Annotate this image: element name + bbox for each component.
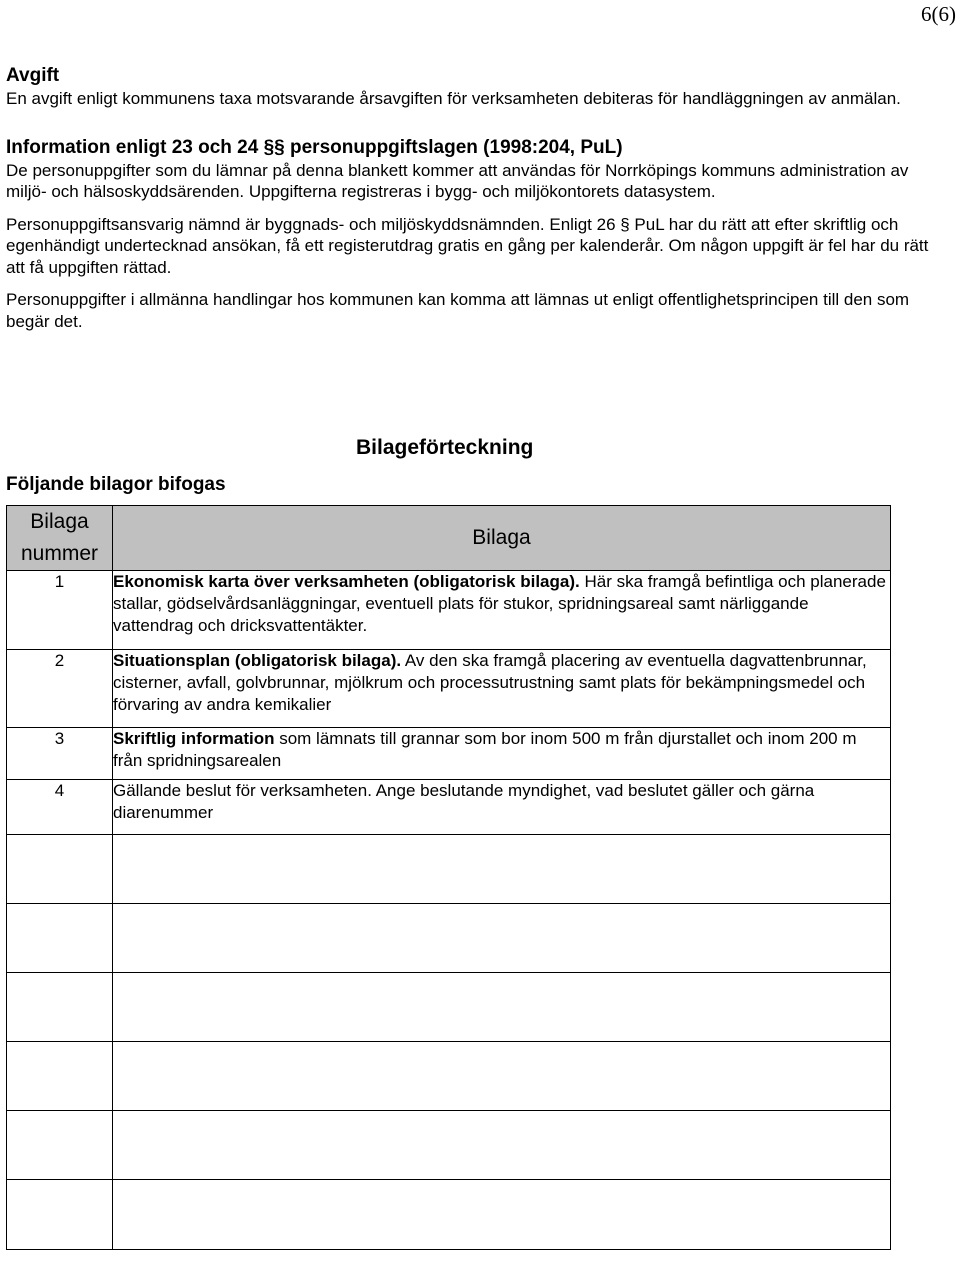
bilagor-table (6, 505, 891, 1250)
information-section (6, 136, 936, 333)
bilaga-text: Här ska framgå befintliga och planerade stallar, gödselvårdsanläggningar, eventuell plats för stukor, spridningsareal samt närliggande vattendrag och dricksvattentäkter. (113, 572, 886, 635)
empty-row (7, 835, 891, 904)
bilaga-number: 4 (7, 780, 113, 835)
avgift-section (6, 64, 936, 110)
bilaga-description (113, 571, 891, 650)
bilageforteckning-title: Bilageförteckning (356, 436, 534, 459)
empty-number-cell[interactable] (7, 973, 113, 1042)
table-row (7, 571, 891, 650)
empty-row (7, 973, 891, 1042)
avgift-heading: Avgift (6, 65, 60, 86)
bilaga-title: Situationsplan (obligatorisk bilaga). (113, 651, 402, 670)
bilaga-description (113, 728, 891, 780)
bilaga-text: Av den ska framgå placering av eventuella dagvattenbrunnar, cisterner, avfall, golvbrunnar, mjölkrum och processutrustning samt plats för bekämpningsmedel och förvaring av andra kemikalier (113, 651, 867, 714)
empty-description-cell[interactable] (113, 1111, 891, 1180)
bilaga-text: som lämnats till grannar som bor inom 500 m från djurstallet och inom 200 m från spridningsarealen (113, 729, 857, 770)
information-heading: Information enligt 23 och 24 §§ personuppgiftslagen (1998:204, PuL) (6, 136, 623, 158)
empty-number-cell[interactable] (7, 904, 113, 973)
bilaga-number: 3 (7, 728, 113, 780)
bilaga-description (113, 780, 891, 835)
empty-row (7, 1042, 891, 1111)
empty-number-cell[interactable] (7, 835, 113, 904)
empty-number-cell[interactable] (7, 1180, 113, 1250)
document-body (6, 64, 936, 332)
table-row (7, 650, 891, 728)
bilaga-number: 2 (7, 650, 113, 728)
information-paragraph-1: De personuppgifter som du lämnar på denna blankett kommer att användas för Norrköpings kommuns administration av miljö- och hälsoskyddsärenden. Uppgifterna registreras i bygg- och miljökontorets datasystem. (6, 160, 909, 201)
page-number: 6(6) (921, 2, 956, 26)
bilaga-title: Skriftlig information (113, 729, 275, 748)
empty-row (7, 1111, 891, 1180)
avgift-text: En avgift enligt kommunens taxa motsvarande årsavgiften för verksamheten debiteras för handläggningen av anmälan. (6, 89, 901, 108)
bilaga-title: Ekonomisk karta över verksamheten (obligatorisk bilaga). (113, 572, 580, 591)
table-row (7, 728, 891, 780)
information-paragraph-2: Personuppgiftsansvarig nämnd är byggnads- och miljöskyddsnämnden. Enligt 26 § PuL har du rätt att efter skriftlig och egenhändigt undertecknad ansökan, få ett registerutdrag gratis en gång per kalenderår. Om någon uppgift är fel har du rätt att få uppgiften rättad. (6, 214, 929, 277)
empty-description-cell[interactable] (113, 835, 891, 904)
bilaga-number: 1 (7, 571, 113, 650)
header-bilaga-nummer: Bilaga nummer (7, 506, 113, 571)
empty-description-cell[interactable] (113, 1042, 891, 1111)
header-bilaga: Bilaga (113, 506, 891, 571)
bilaga-description (113, 650, 891, 728)
empty-row (7, 904, 891, 973)
bilagor-subtitle: Följande bilagor bifogas (6, 474, 226, 495)
empty-description-cell[interactable] (113, 973, 891, 1042)
empty-description-cell[interactable] (113, 1180, 891, 1250)
empty-row (7, 1180, 891, 1250)
table-row (7, 780, 891, 835)
empty-number-cell[interactable] (7, 1042, 113, 1111)
information-paragraph-3: Personuppgifter i allmänna handlingar hos kommunen kan komma att lämnas ut enligt offentlighetsprincipen till den som begär det. (6, 290, 910, 331)
table-header-row (7, 506, 891, 571)
bilaga-text: Gällande beslut för verksamheten. Ange beslutande myndighet, vad beslutet gäller och gärna diarenummer (113, 781, 815, 822)
empty-description-cell[interactable] (113, 904, 891, 973)
empty-number-cell[interactable] (7, 1111, 113, 1180)
